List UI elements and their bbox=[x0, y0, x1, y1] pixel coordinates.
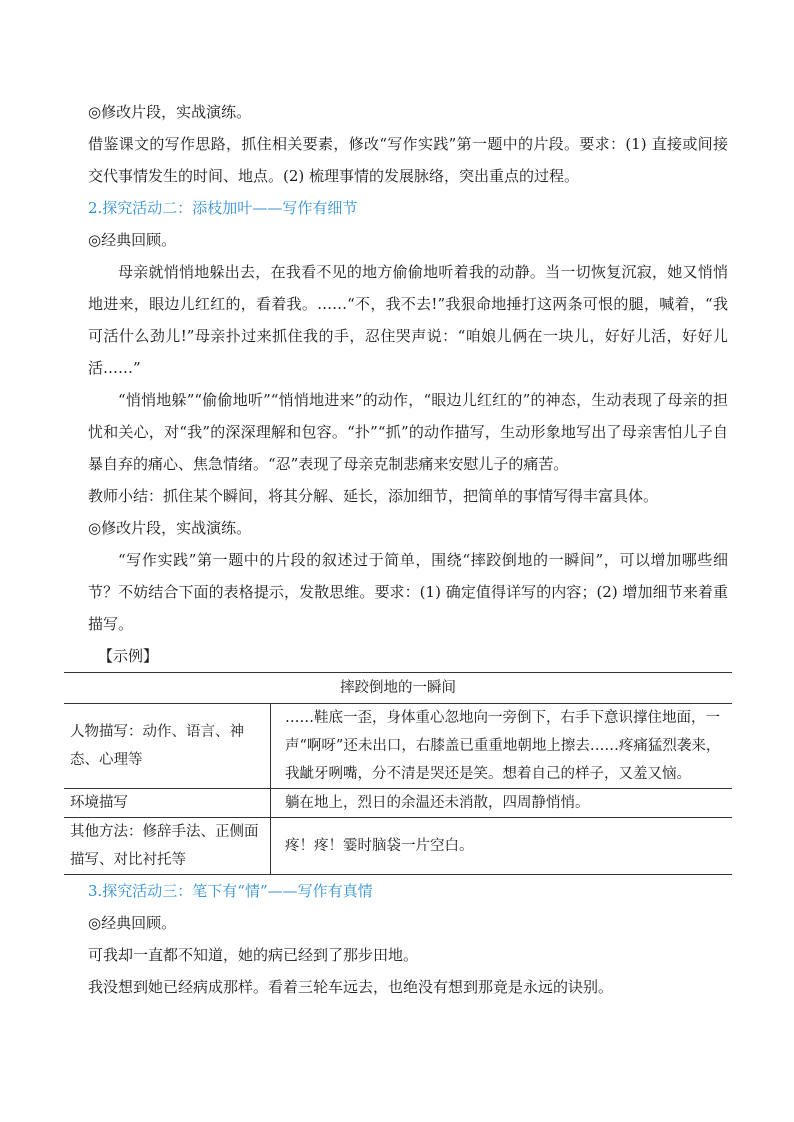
practice-instruction-2: “写作实践”第一题中的片段的叙述过于简单，围绕“摔跤倒地的一瞬间”，可以增加哪些细节？不妨结合下面的表格提示，发散思维。要求：(1) 确定值得详写的内容；(2) 增加细节来着重描写。 bbox=[88, 551, 728, 633]
activity-3-heading: 3.探究活动三：笔下有“情”——写作有真情 bbox=[88, 882, 373, 900]
classic-review-marker-1: ◎经典回顾。 bbox=[88, 231, 177, 249]
classic-review-marker-2: ◎经典回顾。 bbox=[88, 914, 177, 932]
excerpt-line-1: 可我却一直都不知道，她的病已经到了那步田地。 bbox=[88, 946, 419, 964]
example-table bbox=[64, 672, 732, 875]
table-row bbox=[64, 789, 732, 818]
table-row bbox=[64, 704, 732, 789]
practice-marker-2: ◎修改片段，实战演练。 bbox=[88, 519, 252, 537]
table-row-content: 疼！疼！霎时脑袋一片空白。 bbox=[271, 818, 733, 875]
example-label: 【示例】 bbox=[98, 647, 159, 665]
excerpt-mother: 母亲就悄悄地躲出去，在我看不见的地方偷偷地听着我的动静。当一切恢复沉寂，她又悄悄地进来，眼边儿红红的，看着我。……“不，我不去!”我狠命地捶打这两条可恨的腿，喊着，“我可活什么劲儿!”母亲扑过来抓住我的手，忍住哭声说：“咱娘儿俩在一块儿，好好儿活，好好儿活……” bbox=[88, 263, 728, 377]
table-row bbox=[64, 818, 732, 875]
analysis-paragraph: “悄悄地躲”“偷偷地听”“悄悄地进来”的动作，“眼边儿红红的”的神态，生动表现了母亲的担忧和关心，对“我”的深深理解和包容。“扑”“抓”的动作描写，生动形象地写出了母亲害怕儿子自暴自弃的痛心、焦急情绪。“忍”表现了母亲克制悲痛来安慰儿子的痛苦。 bbox=[88, 391, 728, 473]
table-row-content: ……鞋底一歪，身体重心忽地向一旁倒下，右手下意识撑住地面，一声“啊呀”还未出口，右膝盖已重重地朝地上擦去……疼痛猛烈袭来，我龇牙咧嘴，分不清是哭还是笑。想着自己的样子，又羞又恼。 bbox=[271, 704, 733, 789]
table-row-label: 人物描写：动作、语言、神态、心理等 bbox=[64, 704, 271, 789]
document-page bbox=[70, 96, 728, 1003]
table-row-content: 躺在地上，烈日的余温还未消散，四周静悄悄。 bbox=[271, 789, 733, 818]
practice-marker-1: ◎修改片段，实战演练。 bbox=[88, 103, 252, 121]
table-row-label: 环境描写 bbox=[64, 789, 271, 818]
excerpt-line-2: 我没想到她已经病成那样。看着三轮车远去，也绝没有想到那竟是永远的诀别。 bbox=[88, 978, 614, 996]
table-caption-row bbox=[64, 673, 732, 704]
activity-2-heading: 2.探究活动二：添枝加叶——写作有细节 bbox=[88, 199, 358, 217]
table-row-label: 其他方法：修辞手法、正侧面描写、对比衬托等 bbox=[64, 818, 271, 875]
practice-instruction-1: 借鉴课文的写作思路，抓住相关要素，修改“写作实践”第一题中的片段。要求：(1) 直接或间接交代事情发生的时间、地点。(2) 梳理事情的发展脉络，突出重点的过程。 bbox=[88, 135, 728, 185]
table-caption: 摔跤倒地的一瞬间 bbox=[340, 680, 456, 696]
teacher-summary: 教师小结：抓住某个瞬间，将其分解、延长，添加细节，把简单的事情写得丰富具体。 bbox=[88, 487, 659, 505]
